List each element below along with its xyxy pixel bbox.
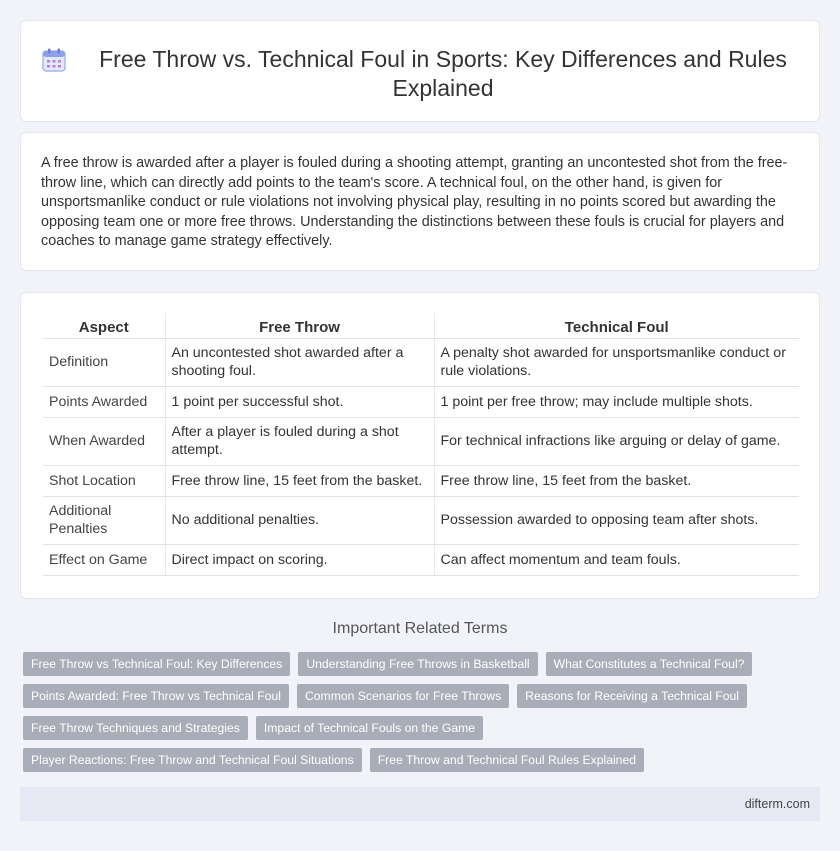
table-row (43, 386, 799, 417)
row-aspect: Shot Location (43, 465, 165, 496)
row-free-throw: No additional penalties. (165, 496, 434, 544)
intro-paragraph: A free throw is awarded after a player is fouled during a shooting attempt, granting an uncontested shot from the free-throw line, which can directly add points to the team's score. A technical foul, on the other hand, is given for unsportsmanlike conduct or rule violations not involving physical play, resulting in no points scored but awarding the opposing team one or more free throws. Understanding the distinctions between these fouls is crucial for players and coaches to manage game strategy effectively. (41, 155, 788, 249)
comparison-table (43, 313, 799, 576)
related-term-link[interactable]: Common Scenarios for Free Throws (297, 684, 509, 708)
site-name[interactable]: difterm.com (744, 797, 810, 811)
row-technical-foul: Can affect momentum and team fouls. (434, 544, 799, 575)
row-free-throw: An uncontested shot awarded after a shooting foul. (165, 338, 434, 386)
table-header-row (43, 313, 799, 338)
row-technical-foul: Possession awarded to opposing team after shots. (434, 496, 799, 544)
table-row (43, 496, 799, 544)
related-term-link[interactable]: Points Awarded: Free Throw vs Technical Foul (23, 684, 289, 708)
row-free-throw: Direct impact on scoring. (165, 544, 434, 575)
header-aspect: Aspect (43, 313, 165, 338)
related-terms-title: Important Related Terms (332, 620, 508, 637)
comparison-card (20, 292, 820, 599)
row-aspect: Effect on Game (43, 544, 165, 575)
related-term-link[interactable]: Understanding Free Throws in Basketball (298, 652, 537, 676)
table-row (43, 338, 799, 386)
row-technical-foul: A penalty shot awarded for unsportsmanlike conduct or rule violations. (434, 338, 799, 386)
header-card (20, 20, 820, 122)
page-title: Free Throw vs. Technical Foul in Sports: Key Differences and Rules Explained (99, 46, 787, 101)
header-free-throw: Free Throw (165, 313, 434, 338)
row-aspect: Definition (43, 338, 165, 386)
related-term-link[interactable]: Impact of Technical Fouls on the Game (256, 716, 483, 740)
row-free-throw: 1 point per successful shot. (165, 386, 434, 417)
row-aspect: Points Awarded (43, 386, 165, 417)
row-aspect: When Awarded (43, 417, 165, 465)
header-technical-foul: Technical Foul (434, 313, 799, 338)
row-free-throw: After a player is fouled during a shot attempt. (165, 417, 434, 465)
related-term-link[interactable]: Free Throw vs Technical Foul: Key Differences (23, 652, 290, 676)
intro-card (20, 132, 820, 271)
row-aspect: Additional Penalties (43, 496, 165, 544)
table-row (43, 544, 799, 575)
footer-bar (20, 787, 820, 821)
row-technical-foul: Free throw line, 15 feet from the basket. (434, 465, 799, 496)
related-term-link[interactable]: Free Throw Techniques and Strategies (23, 716, 248, 740)
related-term-link[interactable]: Player Reactions: Free Throw and Technical Foul Situations (23, 748, 362, 772)
row-technical-foul: 1 point per free throw; may include multiple shots. (434, 386, 799, 417)
related-term-link[interactable]: Free Throw and Technical Foul Rules Explained (370, 748, 644, 772)
table-row (43, 465, 799, 496)
related-term-link[interactable]: What Constitutes a Technical Foul? (546, 652, 753, 676)
calendar-icon (41, 47, 67, 73)
row-technical-foul: For technical infractions like arguing or delay of game. (434, 417, 799, 465)
row-free-throw: Free throw line, 15 feet from the basket. (165, 465, 434, 496)
table-row (43, 417, 799, 465)
related-terms-list (23, 652, 823, 772)
related-term-link[interactable]: Reasons for Receiving a Technical Foul (517, 684, 747, 708)
